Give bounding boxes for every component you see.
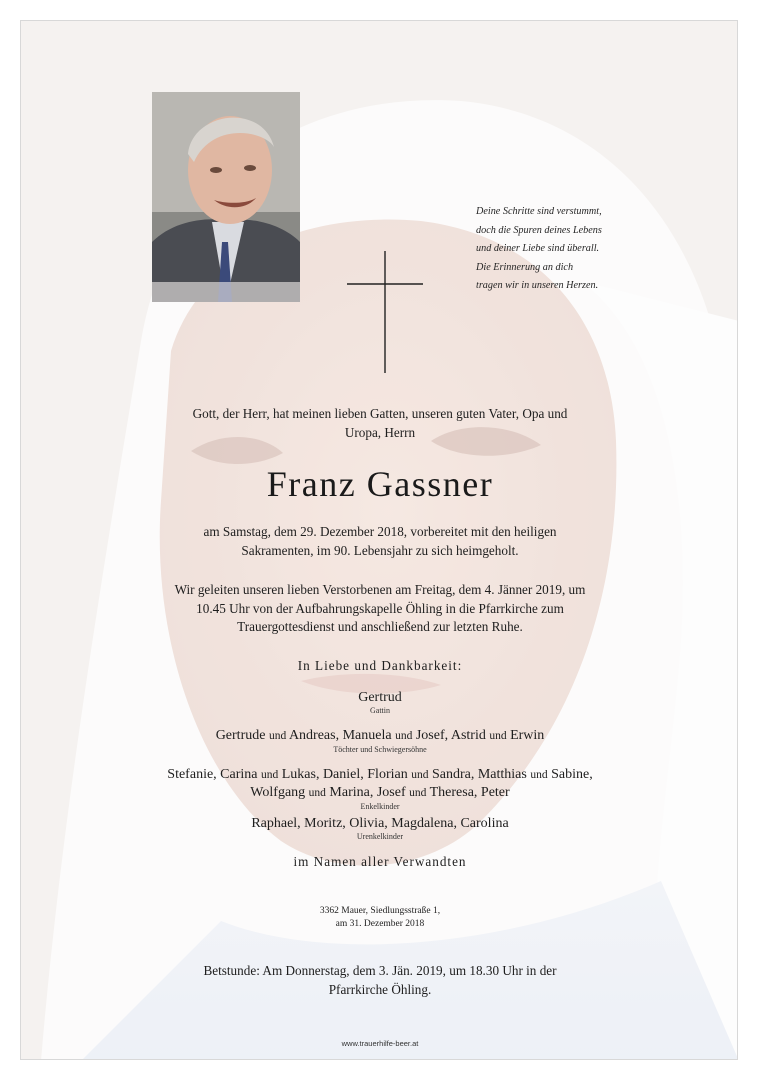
und-connector: und	[489, 730, 507, 742]
address-block	[21, 905, 738, 931]
poem-line: und deiner Liebe sind überall.	[476, 243, 600, 254]
deceased-portrait-photo	[152, 92, 300, 302]
funeral-notice	[21, 581, 738, 637]
footer-url[interactable]: www.trauerhilfe-beer.at	[341, 1039, 419, 1048]
poem-line: tragen wir in unseren Herzen.	[476, 280, 599, 291]
grandchild-name: Sabine,	[551, 767, 593, 782]
intro-line: Gott, der Herr, hat meinen lieben Gatten, unseren guten Vater, Opa und	[192, 406, 568, 421]
relatives-line: im Namen aller Verwandten	[293, 854, 467, 869]
grandchild-name: Marina, Josef	[329, 785, 406, 800]
child-name: Erwin	[510, 728, 545, 743]
grandchildren-role: Enkelkinder	[360, 802, 400, 811]
prayer-notice	[21, 962, 738, 999]
prayer-line: Betstunde: Am Donnerstag, dem 3. Jän. 2019, um 18.30 Uhr in der	[203, 963, 557, 978]
gratitude-heading: In Liebe und Dankbarkeit:	[297, 658, 463, 673]
grandchild-name: Lukas, Daniel, Florian	[281, 767, 408, 782]
children-role: Töchter und Schwiegersöhne	[333, 745, 427, 754]
death-notice	[21, 523, 738, 560]
death-notice-line: am Samstag, dem 29. Dezember 2018, vorbereitet mit den heiligen	[203, 524, 557, 539]
address-date: am 31. Dezember 2018	[335, 919, 425, 929]
und-connector: und	[409, 787, 427, 799]
mourner-group-great-grandchildren	[21, 815, 738, 841]
mourner-group-spouse	[21, 689, 738, 715]
funeral-line: Trauergottesdienst und anschließend zur letzten Ruhe.	[237, 619, 523, 634]
children-names	[21, 727, 738, 745]
deceased-name: Franz Gassner	[266, 464, 494, 504]
poem-line: doch die Spuren deines Lebens	[476, 224, 602, 236]
und-connector: und	[308, 787, 326, 799]
child-name: Josef, Astrid	[415, 728, 486, 743]
child-name: Gertrude	[215, 728, 266, 743]
address-line: 3362 Mauer, Siedlungsstraße 1,	[319, 906, 441, 916]
obituary-sheet	[20, 20, 738, 1060]
memorial-poem	[476, 203, 706, 296]
und-connector: und	[411, 769, 429, 781]
child-name: Andreas, Manuela	[288, 728, 392, 743]
death-notice-line: Sakramenten, im 90. Lebensjahr zu sich heimgeholt.	[241, 542, 519, 558]
grandchild-name: Sandra, Matthias	[431, 767, 527, 782]
grandchild-name: Stefanie, Carina	[167, 767, 258, 782]
grandchildren-names-line2	[21, 784, 738, 802]
grandchild-name: Wolfgang	[250, 785, 306, 800]
spouse-role: Gattin	[370, 706, 390, 715]
funeral-line: Wir geleiten unseren lieben Verstorbenen am Freitag, dem 4. Jänner 2019, um	[174, 582, 586, 597]
intro-text	[21, 405, 738, 442]
cross-icon	[347, 251, 423, 373]
poem-line: Deine Schritte sind verstummt,	[476, 206, 602, 217]
poem-line: Die Erinnerung an dich	[476, 261, 574, 273]
grandchildren-names-line1	[21, 766, 738, 784]
funeral-line: 10.45 Uhr von der Aufbahrungskapelle Öhling in die Pfarrkirche zum	[196, 600, 564, 616]
great-grandchildren-names: Raphael, Moritz, Olivia, Magdalena, Carolina	[251, 816, 509, 831]
great-grandchildren-role: Urenkelkinder	[356, 832, 404, 841]
intro-line: Uropa, Herrn	[344, 424, 416, 440]
mourner-group-grandchildren	[21, 766, 738, 811]
und-connector: und	[260, 769, 279, 781]
und-connector: und	[268, 730, 287, 742]
und-connector: und	[530, 769, 548, 781]
prayer-line: Pfarrkirche Öhling.	[328, 981, 432, 997]
mourner-group-children	[21, 727, 738, 754]
und-connector: und	[395, 730, 413, 742]
spouse-name: Gertrud	[358, 690, 402, 705]
grandchild-name: Theresa, Peter	[429, 785, 510, 800]
